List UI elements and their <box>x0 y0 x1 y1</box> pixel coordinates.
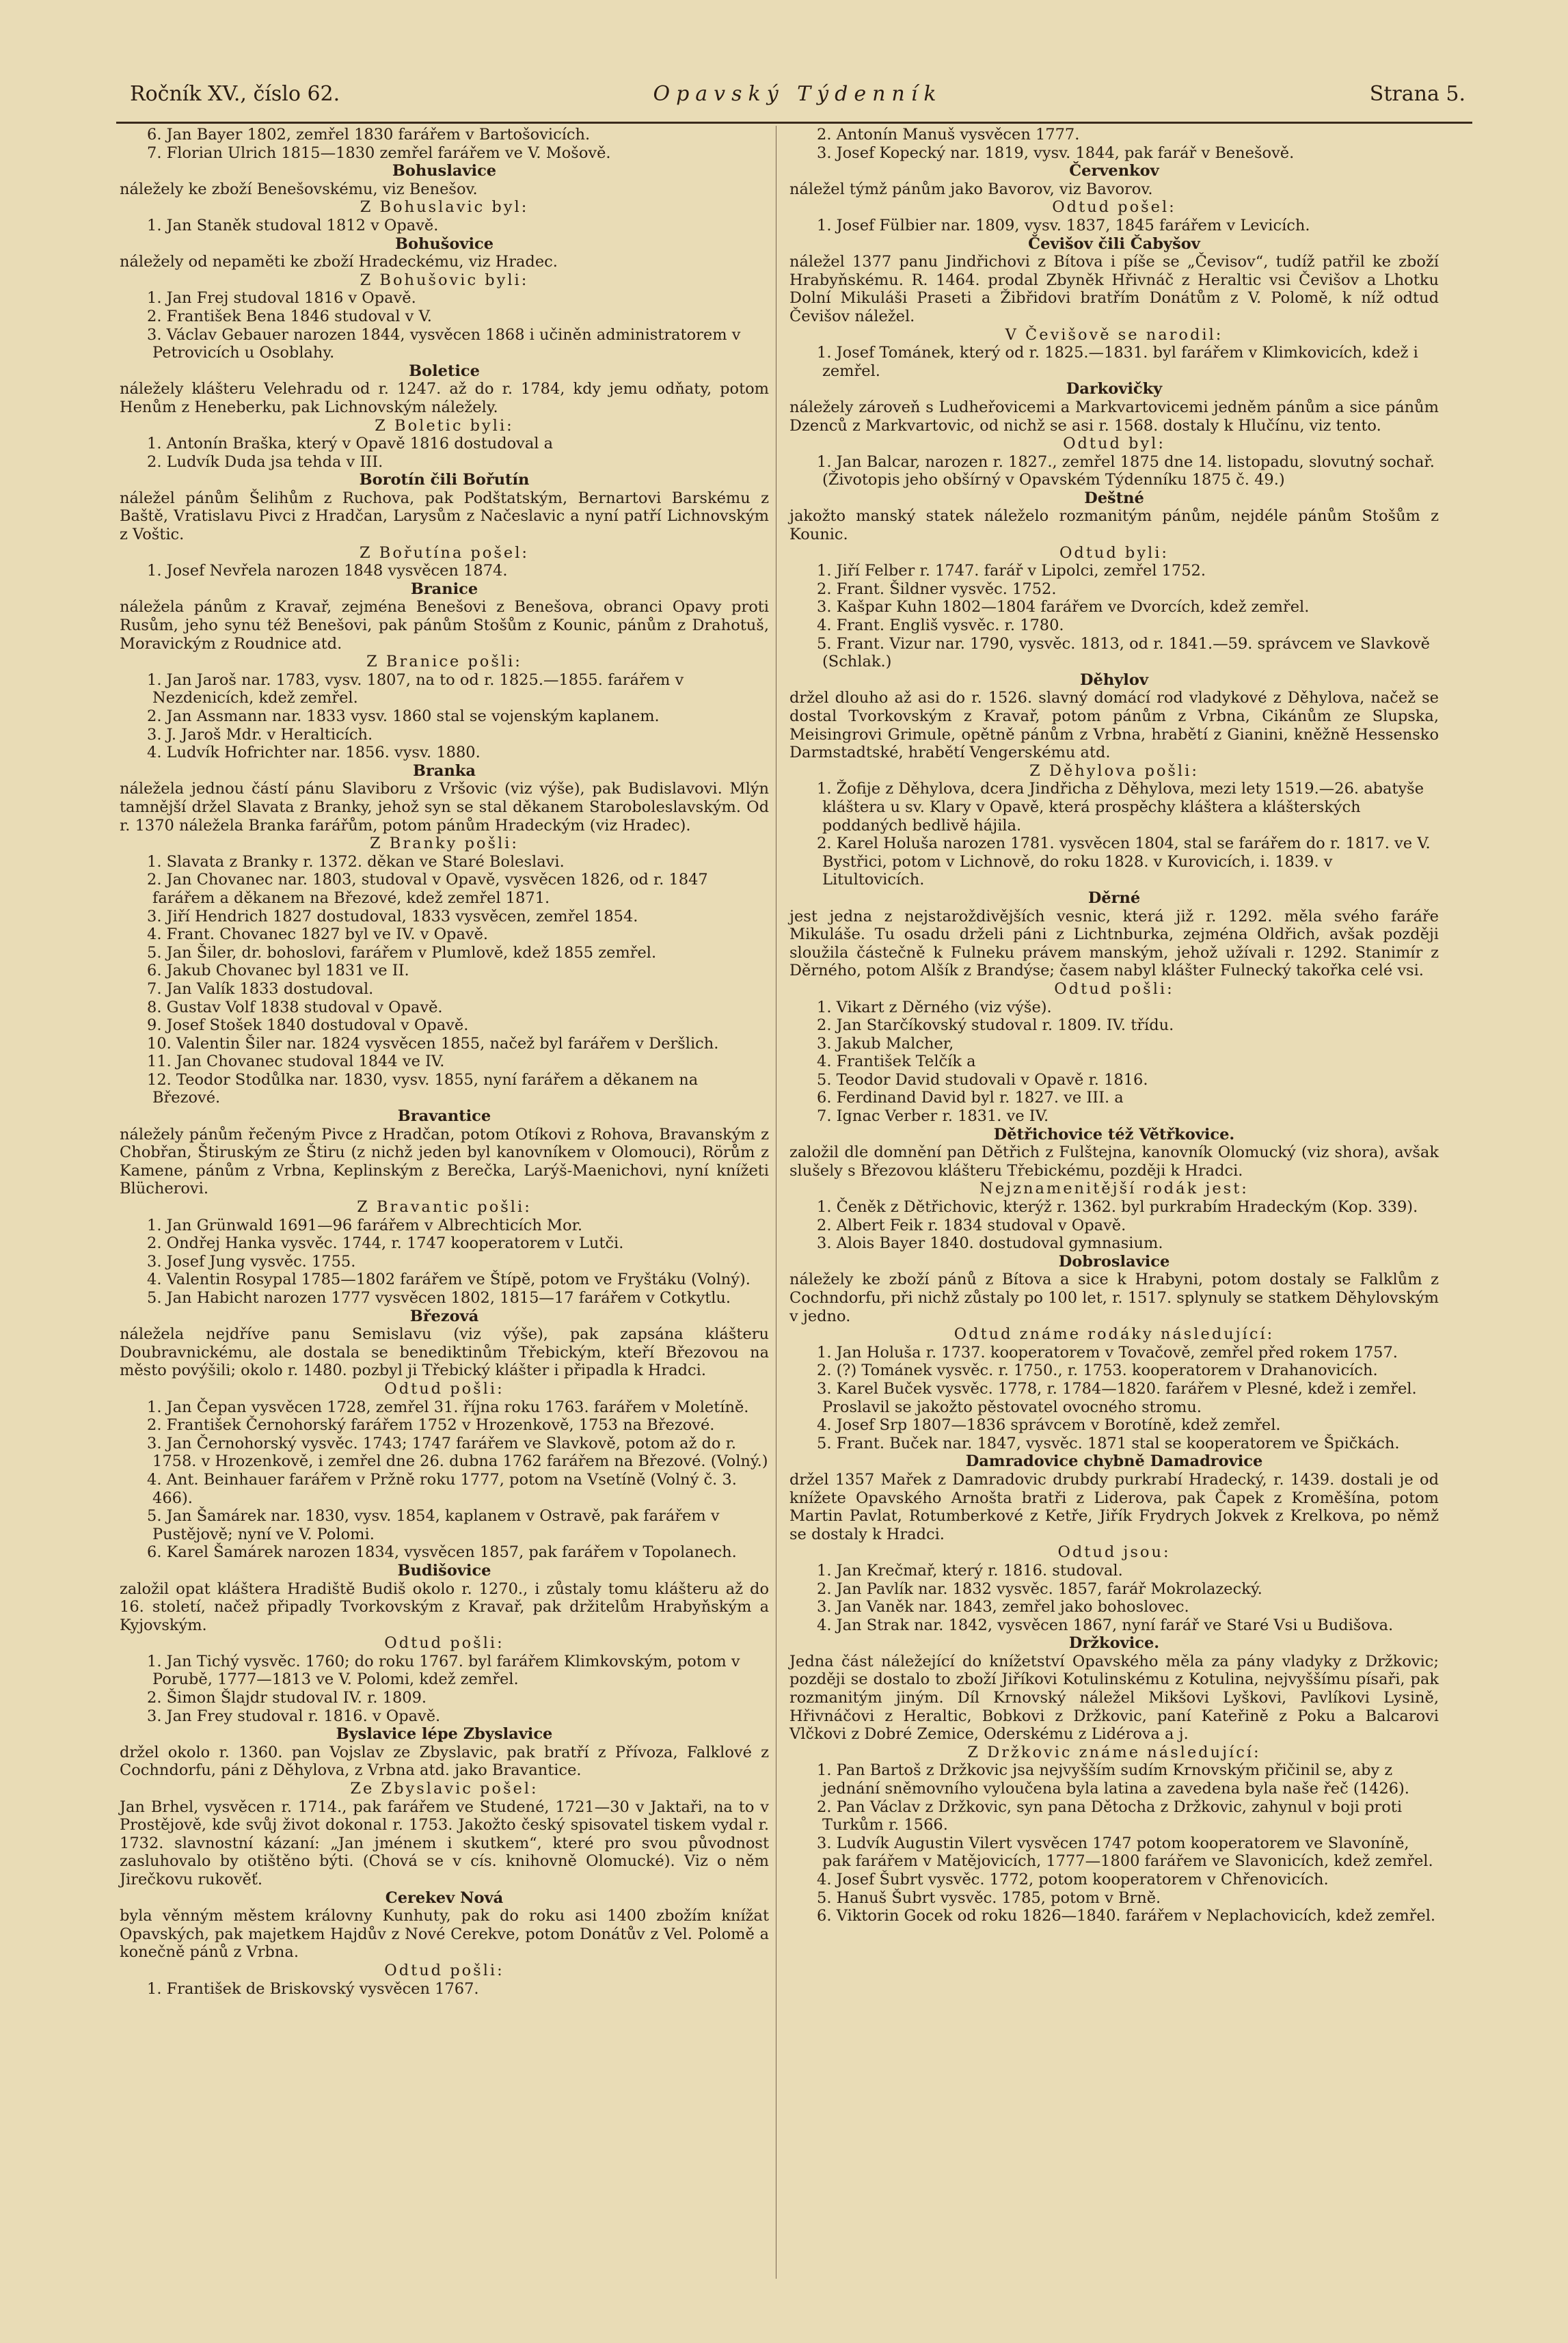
list-item: 2. Jan Pavlík nar. 1832 vysvěc. 1857, farář Mokrolazecký. <box>817 1580 1262 1598</box>
list-item: 3. Jan Vaněk nar. 1843, zemřel jako bohoslovec. <box>817 1598 1189 1616</box>
list-item: 7. Jan Valík 1833 dostudoval. <box>147 979 374 998</box>
body-paragraph: náležely od nepaměti ke zboží Hradeckému, viz Hradec. <box>120 253 558 271</box>
section-subheading: Z Branky pošli: <box>370 835 519 853</box>
list-item: 1. Antonín Braška, který v Opavě 1816 dostudoval a <box>147 435 554 453</box>
list-item: 1. Josef Nevřela narozen 1848 vysvěcen 1874. <box>147 562 508 580</box>
body-paragraph: jakožto manský statek náleželo rozmanitým pánům, nejdéle pánům Stošům z Kounic. <box>789 507 1439 544</box>
list-item: 2. Antonín Manuš vysvěcen 1777. <box>817 126 1080 144</box>
list-item: 4. Ant. Beinhauer farářem v Pržně roku 1777, potom na Vsetíně (Volný č. 3. 466). <box>147 1470 737 1507</box>
list-item: 7. Florian Ulrich 1815—1830 zemřel farářem ve V. Mošově. <box>147 144 611 162</box>
list-item: 6. Karel Šamárek narozen 1834, vysvěcen 1857, pak farářem v Topolanech. <box>147 1543 737 1562</box>
body-paragraph: náležel týmž pánům jako Bavorov, viz Bavorov. <box>789 180 1153 198</box>
list-item: 1. Jan Čepan vysvěcen 1728, zemřel 31. října roku 1763. farářem v Moletíně. <box>147 1398 749 1416</box>
section-heading: Březová <box>409 1307 479 1325</box>
section-heading: Borotín čili Bořutín <box>359 471 530 489</box>
list-item: 1. František de Briskovský vysvěcen 1767. <box>147 1979 479 1998</box>
body-paragraph: držel okolo r. 1360. pan Vojslav ze Zbyslavic, pak bratří z Přívoza, Falklové z Cochndorfu, páni z Děhylova, z Vrbna atd. jako Bravantice. <box>120 1743 769 1780</box>
list-item: 1. Josef Fülbier nar. 1809, vysv. 1837, 1845 farářem v Levicích. <box>817 216 1310 234</box>
body-paragraph: náležely ke zboží Benešovskému, viz Benešov. <box>120 180 478 198</box>
section-subheading: Odtud pošli: <box>384 1961 504 1979</box>
list-item: 8. Gustav Volf 1838 studoval v Opavě. <box>147 998 443 1016</box>
list-item: 4. Josef Šubrt vysvěc. 1772, potom kooperatorem v Chřenovicích. <box>817 1871 1329 1888</box>
list-item: 4. Valentin Rosypal 1785—1802 farářem ve Štípě, potom ve Fryštáku (Volný). <box>147 1271 751 1289</box>
body-paragraph: náležely zároveň s Ludheřovicemi a Markvartovicemi jedněm pánům a sice pánům Dzenců z Markvartovic, od nichž se asi r. 1568. dostaly k Hlučínu, viz tento. <box>789 398 1439 435</box>
list-item: 3. Karel Buček vysvěc. 1778, r. 1784—1820. farářem v Plesné, kdež i zemřel. Proslavil se jakožto pěstovatel ovocného stromu. <box>817 1379 1417 1416</box>
section-heading: Děrné <box>1087 889 1141 907</box>
list-item: 2. Jan Chovanec nar. 1803, studoval v Opavě, vysvěcen 1826, od r. 1847 farářem a děkanem na Březové, kdež zemřel 1871. <box>147 871 708 907</box>
section-heading: Boletice <box>409 362 480 380</box>
list-item: 4. Josef Srp 1807—1836 správcem v Borotíně, kdež zemřel. <box>817 1416 1281 1435</box>
body-paragraph: Jedna část náležející do knížetství Opavského měla za pány vladyky z Držkovic; později se dostalo to zboží Jiříkovi Kotulinskému z Kotulina, nejvyššímu písaři, pak rozmanitým jiným. Díl Krnovský náležel Mikšovi Lyškovi, Pavlíkovi Lysině, Hřivnáčovi z Heraltic, Bobkovi z Držkovic, paní Kateřině z Poku a Balcarovi Vlčkovi z Dobré Zemice, Oderskému z Lidérova a j. <box>789 1652 1439 1744</box>
section-subheading: Z Bořutína pošel: <box>360 543 529 562</box>
newspaper-title: Opavský Týdenník <box>653 82 943 106</box>
section-subheading: Z Děhylova pošli: <box>1029 761 1199 780</box>
section-heading: Bravantice <box>397 1107 491 1126</box>
section-subheading: Z Držkovic známe následující: <box>967 1743 1261 1761</box>
left-column <box>120 126 769 1998</box>
list-item: 1. Jan Holuša r. 1737. kooperatorem v Tovačově, zemřel před rokem 1757. <box>817 1343 1398 1362</box>
section-heading: Damradovice chybně Damadrovice <box>965 1452 1263 1471</box>
section-subheading: Odtud byl: <box>1063 435 1165 453</box>
section-subheading: Nejznamenitější rodák jest: <box>979 1180 1249 1198</box>
list-item: 4. Frant. Engliš vysvěc. r. 1780. <box>817 617 1064 635</box>
list-item: 1. Jiří Felber r. 1747. farář v Lipolci, zemřel 1752. <box>817 562 1206 580</box>
list-item: 3. Jan Černohorský vysvěc. 1743; 1747 farářem ve Slavkově, potom až do r. 1758. v Hrozenkově, i zemřel dne 26. dubna 1762 farářem na Březové. (Volný.) <box>147 1434 768 1471</box>
list-item: 4. Ludvík Hofrichter nar. 1856. vysv. 1880. <box>147 744 481 762</box>
section-subheading: Odtud známe rodáky následující: <box>954 1325 1275 1344</box>
section-heading: Bohuslavice <box>392 162 497 180</box>
section-heading: Dětřichovice též Větřkovice. <box>993 1125 1235 1143</box>
list-item: 3. Jakub Malcher, <box>817 1034 954 1053</box>
list-item: 5. Jan Šiler, dr. bohoslovi, farářem v Plumlově, kdež 1855 zemřel. <box>147 943 657 962</box>
list-item: 4. František Telčík a <box>817 1053 976 1071</box>
page-number: Strana 5. <box>1369 82 1465 106</box>
list-item: 1. Slavata z Branky r. 1372. děkan ve Staré Boleslavi. <box>147 852 565 871</box>
list-item: 3. Josef Jung vysvěc. 1755. <box>147 1252 356 1271</box>
body-paragraph: Jan Brhel, vysvěcen r. 1714., pak farářem ve Studené, 1721—30 v Jaktaři, na to v Prostějově, kde svůj život dokonal r. 1753. Jakožto český spisovatel tiskem vydal r. 1732. slavnostní kázaní: „Jan jménem i skutkem“, které pro svou původnost zasluhovalo by otištěno býti. (Chová se v cís. knihovně Olomucké). Viz o něm Jirečkovu rukověť. <box>120 1798 769 1888</box>
list-item: 1. Jan Tichý vysvěc. 1760; do roku 1767. byl farářem Klimkovským, potom v Porubě, 1777—1813 ve V. Polomi, kdež zemřel. <box>147 1652 740 1689</box>
list-item: 2. Ludvík Duda jsa tehda v III. <box>147 452 383 471</box>
list-item: 1. Jan Staněk studoval 1812 v Opavě. <box>147 216 439 234</box>
list-item: 5. Hanuš Šubrt vysvěc. 1785, potom v Brně. <box>817 1888 1161 1907</box>
section-subheading: Odtud byli: <box>1059 543 1170 562</box>
section-heading: Deštné <box>1084 489 1144 507</box>
section-subheading: Z Bravantic pošli: <box>357 1198 532 1217</box>
section-subheading: Odtud pošli: <box>1054 979 1174 998</box>
list-item: 3. Jiří Hendrich 1827 dostudoval, 1833 vysvěcen, zemřel 1854. <box>147 907 638 925</box>
list-item: 2. Pan Václav z Držkovic, syn pana Dětocha z Držkovic, zahynul v boji proti Turkům r. 1566. <box>817 1798 1403 1834</box>
body-paragraph: náležely ke zboží pánů z Bítova a sice k Hrabyni, potom dostaly se Falklům z Cochndorfu, při nichž zůstaly po 100 let, r. 1517. splynuly se statkem Děhylovským v jedno. <box>789 1271 1439 1325</box>
list-item: 3. Alois Bayer 1840. dostudoval gymnasium. <box>817 1234 1163 1253</box>
section-subheading: Z Boletic byli: <box>375 416 514 435</box>
page-header <box>130 75 1465 116</box>
section-heading: Červenkov <box>1069 162 1159 180</box>
list-item: 1. Josef Tománek, který od r. 1825.—1831. byl farářem v Klimkovicích, kdež i zemřel. <box>817 344 1418 380</box>
list-item: 2. Frant. Šildner vysvěc. 1752. <box>817 580 1057 598</box>
list-item: 3. Václav Gebauer narozen 1844, vysvěcen 1868 i učiněn administratorem v Petrovicích u Osoblahy. <box>147 325 741 362</box>
section-heading: Dobroslavice <box>1058 1252 1170 1271</box>
body-paragraph: založil opat kláštera Hradiště Budiš okolo r. 1270., i zůstaly tomu klášteru až do 16. století, načež připadly Tvorkovským z Kravař, pak držitelům Hrabyňským a Kyjovským. <box>120 1580 769 1634</box>
section-heading: Děhylov <box>1080 671 1148 689</box>
body-paragraph: náležely klášteru Velehradu od r. 1247. až do r. 1784, kdy jemu odňaty, potom Henům z Heneberku, pak Lichnovským náležely. <box>120 380 769 416</box>
body-paragraph: byla věnným městem královny Kunhuty, pak do roku asi 1400 zbožím knížat Opavských, pak majetkem Hajdův z Nové Cerekve, potom Donátův z Vel. Polomě a konečně pánů z Vrbna. <box>120 1907 769 1962</box>
body-paragraph: náležely pánům řečeným Pivce z Hradčan, potom Otíkovi z Rohova, Bravanským z Chobřan, Štiruským ze Štiru (z nichž jeden byl kanovníkem v Olomouci), Rörům z Kamene, pánům z Vrbna, Keplinským z Berečka, Larýš-Maenichovi, nyní knížeti Blücherovi. <box>120 1125 769 1198</box>
list-item: 2. Ondřej Hanka vysvěc. 1744, r. 1747 kooperatorem v Lutči. <box>147 1234 624 1253</box>
body-paragraph: založil dle domnění pan Dětřich z Fulštejna, kanovník Olomucký (viz shora), avšak slušely s Březovou klášteru Třebickému, později k Hradci. <box>789 1143 1439 1180</box>
section-heading: Darkovičky <box>1066 380 1163 398</box>
body-paragraph: náležela jednou částí pánu Slaviboru z Vršovic (viz výše), pak Budislavovi. Mlýn tamnější držel Slavata z Branky, jehož syn se stal děkanem Staroboleslavským. Od r. 1370 náležela Branka farářům, potom pánům Hradeckým (viz Hradec). <box>120 780 769 835</box>
body-paragraph: náležela nejdříve panu Semislavu (viz výše), pak zapsána klášteru Doubravnickému, ale dostala se benediktinům Třebickým, kteří Březovou na město povýšili; okolo r. 1480. pozbyl ji Třebický klášter i připadla k Hradci. <box>120 1325 769 1380</box>
list-item: 1. Žofije z Děhylova, dcera Jindřicha z Děhylova, mezi lety 1519.—26. abatyše kláštera u sv. Klary v Opavě, která prospěchy kláštera a klášterských poddaných bedlivě hájila. <box>817 780 1424 835</box>
section-subheading: Z Bohuslavic byl: <box>360 198 529 217</box>
section-subheading: Odtud jsou: <box>1057 1543 1171 1562</box>
section-heading: Bohušovice <box>394 234 494 253</box>
section-subheading: Odtud pošli: <box>384 1634 504 1653</box>
list-item: 6. Viktorin Gocek od roku 1826—1840. farářem v Neplachovicích, kdež zemřel. <box>817 1907 1436 1925</box>
list-item: 4. Jan Strak nar. 1842, vysvěcen 1867, nyní farář ve Staré Vsi u Budišova. <box>817 1616 1394 1634</box>
section-heading: Držkovice. <box>1068 1634 1160 1653</box>
list-item: 5. Jan Habicht narozen 1777 vysvěcen 1802, 1815—17 farářem v Cotkytlu. <box>147 1289 731 1307</box>
list-item: 1. Jan Balcar, narozen r. 1827., zemřel 1875 dne 14. listopadu, slovutný sochař. (Životopis jeho obšírný v Opavském Týdenníku 1875 č. 49.) <box>817 452 1435 489</box>
list-item: 2. Jan Assmann nar. 1833 vysv. 1860 stal se vojenským kaplanem. <box>147 707 660 725</box>
body-paragraph: jest jedna z nejstaroždivějších vesnic, která již r. 1292. měla svého faráře Mikuláše. Tu osadu drželi páni z Lichtnburka, zejména Oldřich, avšak později sloužila částečně k Fulneku právem manským, jehož užívali r. 1292. Stanimír z Děrného, potom Alšík z Brandýse; časem nabyl klášter Fulnecký takořka celé vsi. <box>789 907 1439 980</box>
list-item: 12. Teodor Stodůlka nar. 1830, vysv. 1855, nyní farářem a děkanem na Březové. <box>147 1070 699 1107</box>
list-item: 1. Jan Frej studoval 1816 v Opavě. <box>147 289 416 308</box>
body-paragraph: držel 1357 Mařek z Damradovic drubdy purkrabí Hradecký, r. 1439. dostali je od knížete Opavského Arnošta bratři z Liderova, pak Čapek z Kroměšína, potom Martin Pavlat, Rotumberkové z Ketře, Jiřík Frydrych Jokvek z Krelkova, po němž se dostaly k Hradci. <box>789 1470 1439 1543</box>
section-heading: Cerekev Nová <box>385 1888 504 1907</box>
list-item: 2. František Bena 1846 studoval v V. <box>147 307 432 325</box>
header-rule <box>116 122 1472 124</box>
section-heading: Byslavice lépe Zbyslavice <box>336 1725 553 1744</box>
section-heading: Branice <box>410 580 478 598</box>
list-item: 6. Jakub Chovanec byl 1831 ve II. <box>147 962 409 980</box>
list-item: 6. Ferdinand David byl r. 1827. ve III. a <box>817 1089 1124 1107</box>
list-item: 1. Jan Krečmař, který r. 1816. studoval. <box>817 1561 1123 1580</box>
body-paragraph: náležel 1377 panu Jindřichovi z Bítova i píše se „Čevisov“, tudíž patřil ke zboží Hrabyňskému. R. 1464. prodal Zbyněk Hřivnáč z Heraltic vsi Čevišov a Lhotku Dolní Mikuláši Praseti a Žibřidovi bratřím Donátům z V. Polomě, k níž odtud Čevišov náležel. <box>789 253 1439 325</box>
list-item: 5. Frant. Buček nar. 1847, vysvěc. 1871 stal se kooperatorem ve Špičkách. <box>817 1434 1400 1452</box>
list-item: 2. Albert Feik r. 1834 studoval v Opavě. <box>817 1216 1126 1234</box>
list-item: 2. (?) Tománek vysvěc. r. 1750., r. 1753. kooperatorem v Drahanovicích. <box>817 1362 1378 1380</box>
list-item: 1. Čeněk z Dětřichovic, kterýž r. 1362. byl purkrabím Hradeckým (Kop. 339). <box>817 1198 1418 1217</box>
section-subheading: Ze Zbyslavic pošel: <box>350 1780 539 1798</box>
list-item: 1. Jan Jaroš nar. 1783, vysv. 1807, na to od r. 1825.—1855. farářem v Nezdenicích, kdež zemřel. <box>147 671 684 707</box>
section-subheading: Z Branice pošli: <box>366 653 522 671</box>
list-item: 3. Josef Kopecký nar. 1819, vysv. 1844, pak farář v Benešově. <box>817 144 1295 162</box>
section-subheading: V Čevišově se narodil: <box>1005 325 1224 344</box>
list-item: 3. Ludvík Augustin Vilert vysvěcen 1747 potom kooperatorem ve Slavoníně, pak farářem v Matějovicích, 1777—1800 farářem ve Slavonicích, kdež zemřel. <box>817 1834 1433 1871</box>
list-item: 5. Frant. Vizur nar. 1790, vysvěc. 1813, od r. 1841.—59. správcem ve Slavkově (Schlak.) <box>817 634 1430 671</box>
list-item: 3. Jan Frey studoval r. 1816. v Opavě. <box>147 1707 441 1725</box>
list-item: 2. Jan Starčíkovský studoval r. 1809. IV. třídu. <box>817 1016 1174 1035</box>
issue-info: Ročník XV., číslo 62. <box>130 82 340 106</box>
right-column <box>789 126 1439 1925</box>
list-item: 1. Jan Grünwald 1691—96 farářem v Albrechticích Mor. <box>147 1216 583 1234</box>
list-item: 3. Kašpar Kuhn 1802—1804 farářem ve Dvorcích, kdež zemřel. <box>817 598 1310 617</box>
list-item: 7. Ignac Verber r. 1831. ve IV. <box>817 1107 1049 1126</box>
list-item: 3. J. Jaroš Mdr. v Heralticích. <box>147 725 373 744</box>
body-paragraph: náležela pánům z Kravař, zejména Benešovi z Benešova, obranci Opavy proti Rusům, jeho synu též Benešovi, pak pánům Stošům z Kounic, pánům z Drahotuš, Moravickým z Roudnice atd. <box>120 598 769 653</box>
body-paragraph: držel dlouho až asi do r. 1526. slavný domácí rod vladykové z Děhylova, načež se dostal Tvorkovským z Kravař, potom pánům z Vrbna, Cikánům ze Slupska, Meisingrovi Grimule, opětně pánům z Vrbna, hrabětí z Gianini, kněžně Hessensko Darmstadtské, hrabětí Vengerskému atd. <box>789 689 1439 762</box>
section-heading: Budišovice <box>397 1561 491 1580</box>
section-heading: Čevišov čili Čabyšov <box>1028 234 1200 253</box>
list-item: 11. Jan Chovanec studoval 1844 ve IV. <box>147 1053 445 1071</box>
list-item: 4. Frant. Chovanec 1827 byl ve IV. v Opavě. <box>147 925 489 944</box>
list-item: 6. Jan Bayer 1802, zemřel 1830 farářem v Bartošovicích. <box>147 126 591 144</box>
list-item: 9. Josef Stošek 1840 dostudoval v Opavě. <box>147 1016 469 1035</box>
body-paragraph: náležel pánům Šelihům z Ruchova, pak Podštatským, Bernartovi Barskému z Baště, Vratislavu Pivci z Hradčan, Larysům z Načeslavic a nyní patří Lichnovským z Voštic. <box>120 489 769 544</box>
section-subheading: Odtud pošel: <box>1052 198 1176 217</box>
list-item: 1. Vikart z Děrného (viz výše). <box>817 998 1052 1016</box>
list-item: 1. Pan Bartoš z Držkovic jsa nejvyšším sudím Krnovským přičinil se, aby z jednání sněmovního vyloučena byla latina a zavedena byla naše řeč (1426). <box>817 1761 1409 1798</box>
list-item: 10. Valentin Šiler nar. 1824 vysvěcen 1855, načež byl farářem v Deršlich. <box>147 1034 719 1053</box>
list-item: 2. Šimon Šlajdr studoval IV. r. 1809. <box>147 1689 427 1707</box>
list-item: 2. Karel Holuša narozen 1781. vysvěcen 1804, stal se farářem do r. 1817. ve V. Bystřici, potom v Lichnově, do roku 1828. v Kurovicích, i. 1839. v Litultovicích. <box>817 835 1431 889</box>
list-item: 5. Teodor David studovali v Opavě r. 1816. <box>817 1070 1148 1089</box>
section-subheading: Z Bohušovic byli: <box>360 271 529 289</box>
list-item: 2. František Černohorský farářem 1752 v Hrozenkově, 1753 na Březové. <box>147 1416 715 1435</box>
section-subheading: Odtud pošli: <box>384 1379 504 1398</box>
list-item: 5. Jan Šamárek nar. 1830, vysv. 1854, kaplanem v Ostravě, pak farářem v Pustějově; nyní ve V. Polomi. <box>147 1507 720 1543</box>
section-heading: Branka <box>413 761 476 780</box>
